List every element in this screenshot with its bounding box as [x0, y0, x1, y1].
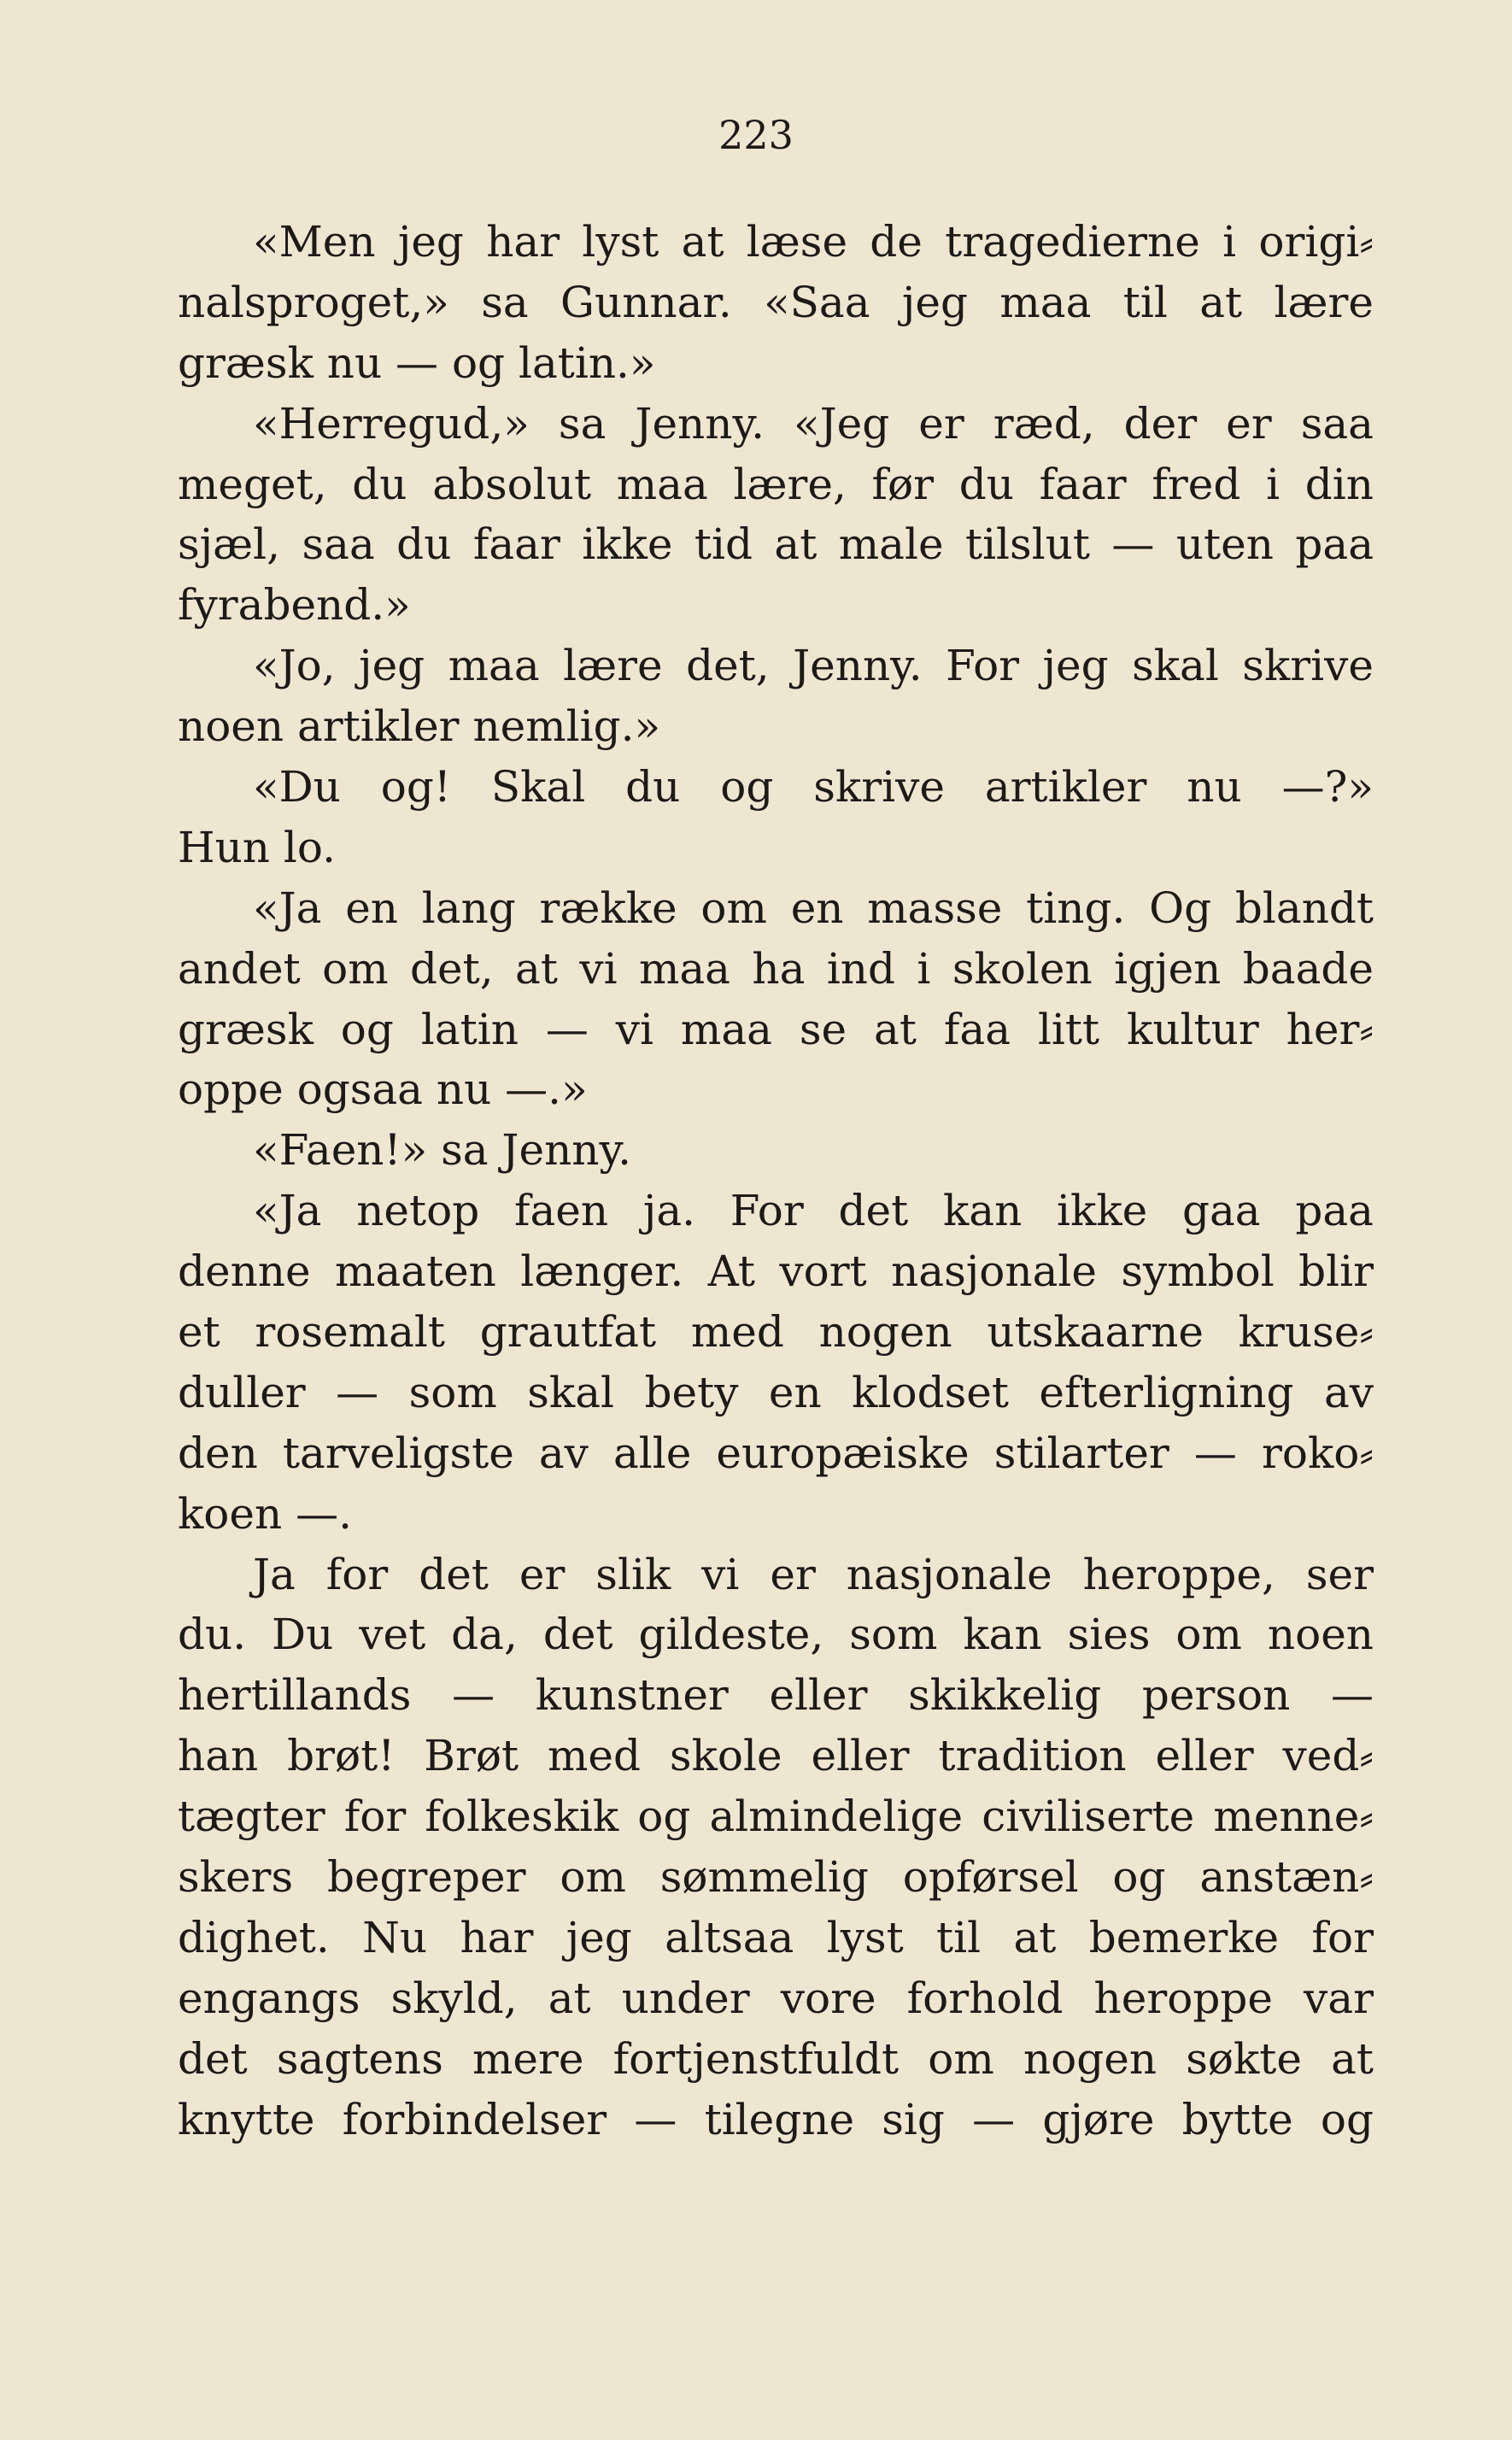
text-line: skers begreper om sømmelig opførsel og anstæn⸗ — [178, 1852, 1374, 1903]
text-line: «Jo, jeg maa lære det, Jenny. For jeg skal skrive — [253, 641, 1374, 691]
text-line: knytte forbindelser — tilegne sig — gjøre bytte og — [178, 2094, 1374, 2144]
text-line: Ja for det er slik vi er nasjonale heroppe, ser — [253, 1549, 1374, 1599]
text-line: engangs skyld, at under vore forhold heroppe var — [178, 1973, 1374, 2023]
text-line: du. Du vet da, det gildeste, som kan sies om noen — [178, 1610, 1374, 1660]
text-line: fyrabend.» — [178, 580, 411, 631]
text-line: han brøt! Brøt med skole eller tradition eller ved⸗ — [178, 1731, 1374, 1781]
page-number: 223 — [718, 112, 794, 158]
text-line: græsk nu — og latin.» — [178, 337, 656, 388]
text-line: sjæl, saa du faar ikke tid at male tilslut — uten paa — [178, 519, 1374, 570]
text-line: oppe ogsaa nu —.» — [178, 1065, 588, 1115]
text-line: et rosemalt grautfat med nogen utskaarne kruse⸗ — [178, 1307, 1374, 1358]
text-line: duller — som skal bety en klodset efterligning av — [178, 1367, 1374, 1417]
text-line: koen —. — [178, 1488, 352, 1539]
text-line: «Ja netop faen ja. For det kan ikke gaa paa — [253, 1186, 1374, 1236]
text-line: «Herregud,» sa Jenny. «Jeg er ræd, der er saa — [253, 398, 1374, 449]
text-line: andet om det, at vi maa ha ind i skolen igjen baade — [178, 943, 1374, 994]
text-line: denne maaten længer. At vort nasjonale symbol blir — [178, 1246, 1374, 1297]
text-line: nalsproget,» sa Gunnar. «Saa jeg maa til at lære — [178, 277, 1374, 327]
body-text — [178, 212, 1374, 2150]
text-line: «Du og! Skal du og skrive artikler nu —?» — [253, 762, 1374, 812]
text-line: den tarveligste av alle europæiske stilarter — roko⸗ — [178, 1428, 1374, 1478]
text-line: «Men jeg har lyst at læse de tragedierne i origi⸗ — [253, 217, 1374, 267]
text-line: «Faen!» sa Jenny. — [253, 1125, 631, 1176]
text-line: det sagtens mere fortjenstfuldt om nogen søkte at — [178, 2033, 1374, 2084]
text-line: Hun lo. — [178, 822, 337, 872]
text-line: tægter for folkeskik og almindelige civiliserte menne⸗ — [178, 1792, 1374, 1842]
text-line: noen artikler nemlig.» — [178, 701, 661, 752]
text-line: «Ja en lang række om en masse ting. Og blandt — [253, 883, 1374, 933]
text-line: hertillands — kunstner eller skikkelig person — — [178, 1670, 1374, 1721]
text-line: dighet. Nu har jeg altsaa lyst til at bemerke for — [178, 1912, 1374, 1962]
text-line: græsk og latin — vi maa se at faa litt kultur her⸗ — [178, 1004, 1374, 1054]
text-line: meget, du absolut maa lære, før du faar fred i din — [178, 459, 1374, 509]
